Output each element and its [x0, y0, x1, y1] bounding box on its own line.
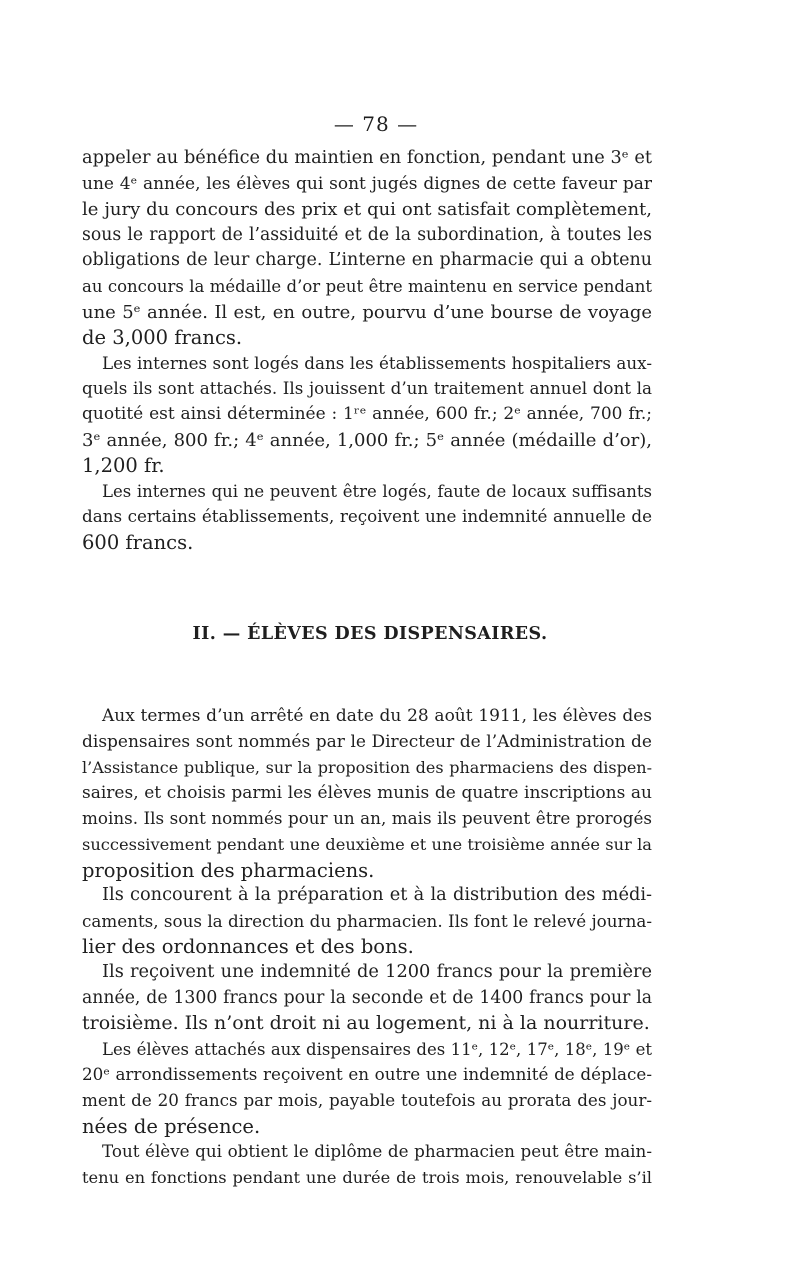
text-line: une 4ᵉ année, les élèves qui sont jugés dignes de cette faveur par	[82, 173, 652, 194]
text-line: troisième. Ils n’ont droit ni au logement, ni à la nourriture.	[82, 1012, 650, 1035]
text-line: successivement pendant une deuxième et une troisième année sur la	[82, 834, 652, 854]
text-line: 3ᵉ année, 800 fr.; 4ᵉ année, 1,000 fr.; 5ᵉ année (médaille d’or),	[82, 429, 652, 451]
section-heading: II. — ÉLÈVES DES DISPENSAIRES.	[192, 624, 548, 644]
text-line: au concours la médaille d’or peut être maintenu en service pendant	[82, 276, 652, 296]
text-line: nées de présence.	[82, 1114, 261, 1138]
text-line: dans certains établissements, reçoivent une indemnité annuelle de	[82, 506, 652, 527]
text-line: Les internes sont logés dans les établissements hospitaliers aux-	[102, 352, 652, 373]
text-block-internes	[82, 146, 652, 556]
text-block-dispensaires	[82, 704, 652, 1190]
text-line: 20ᵉ arrondissements reçoivent en outre une indemnité de déplace-	[82, 1064, 652, 1085]
text-line: une 5ᵉ année. Il est, en outre, pourvu d’une bourse de voyage	[82, 301, 652, 323]
text-line: Ils reçoivent une indemnité de 1200 francs pour la première	[102, 961, 652, 982]
text-line: saires, et choisis parmi les élèves munis de quatre inscriptions au	[82, 782, 652, 803]
text-line: moins. Ils sont nommés pour un an, mais ils peuvent être prorogés	[82, 808, 652, 829]
text-line: proposition des pharmaciens.	[82, 858, 375, 882]
text-line: caments, sous la direction du pharmacien. Ils font le relevé journa-	[82, 910, 652, 931]
text-line: l’Assistance publique, sur la proposition des pharmaciens des dispen-	[82, 758, 652, 778]
text-line: tenu en fonctions pendant une durée de trois mois, renouvelable s’il	[82, 1167, 652, 1187]
text-line: lier des ordonnances et des bons.	[82, 935, 414, 959]
text-line: Les élèves attachés aux dispensaires des 11ᵉ, 12ᵉ, 17ᵉ, 18ᵉ, 19ᵉ et	[102, 1039, 652, 1059]
text-line: le jury du concours des prix et qui ont satisfait complètement,	[82, 199, 652, 221]
text-line: 600 francs.	[82, 530, 194, 554]
text-line: de 3,000 francs.	[82, 326, 243, 350]
text-line: ment de 20 francs par mois, payable toutefois au prorata des jour-	[82, 1089, 652, 1110]
text-line: appeler au bénéfice du maintien en fonction, pendant une 3ᵉ et	[82, 148, 652, 168]
text-line: Les internes qui ne peuvent être logés, faute de locaux suffisants	[102, 481, 652, 501]
text-line: quotité est ainsi déterminée : 1ʳᵉ année, 600 fr.; 2ᵉ année, 700 fr.;	[82, 403, 652, 424]
text-line: Aux termes d’un arrêté en date du 28 août 1911, les élèves des	[102, 706, 652, 726]
text-line: quels ils sont attachés. Ils jouissent d’un traitement annuel dont la	[82, 378, 652, 399]
text-line: dispensaires sont nommés par le Directeur de l’Administration de	[82, 731, 652, 752]
page-number: — 78 —	[333, 112, 419, 136]
text-line: Ils concourent à la préparation et à la distribution des médi-	[102, 885, 652, 906]
text-line: Tout élève qui obtient le diplôme de pharmacien peut être main-	[102, 1141, 652, 1162]
text-line: 1,200 fr.	[82, 454, 165, 478]
text-line: année, de 1300 francs pour la seconde et de 1400 francs pour la	[82, 987, 652, 1008]
text-line: obligations de leur charge. L’interne en pharmacie qui a obtenu	[82, 250, 652, 271]
text-line: sous le rapport de l’assiduité et de la subordination, à toutes les	[82, 224, 652, 245]
